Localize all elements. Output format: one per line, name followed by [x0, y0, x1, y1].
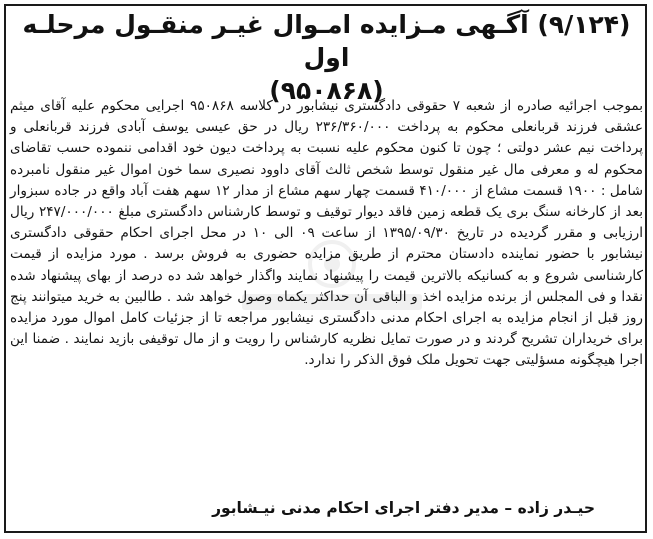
notice-body: بموجب اجرائیه صادره از شعبه ۷ حقوقی دادگستری نیشابور در کلاسه ۹۵۰۸۶۸ اجرایی محکوم علیه آقای میثم عشقی فرزند قربانعلی محکوم به پرداخت ۲۳۶/۳۶۰/۰۰۰ ریال در حق عیسی یوسف آبادی فرزند قربانعلی و پرداخت نیم عشر دولتی ؛ چون تا کنون محکوم علیه نسبت به پرداخت دیون خود اقدامی ننموده حسب تقاضای محکوم له و معرفی مال غیر منقول توسط شخص ثالث آقای داوود نصیری سما خون اموال غیر منقول نامبرده شامل : ۱۹۰۰ قسمت مشاع از ۴۱۰/۰۰۰ قسمت چهار سهم مشاع از مدار ۱۲ سهم هفت آباد واقع در جاده سبزوار بعد از کارخانه سنگ بری یک قطعه زمین فاقد دیوار توقیف و توسط کارشناس دادگستری مبلغ ۲۴۷/۰۰۰/۰۰۰ ریال ارزیابی و مقرر گردیده در تاریخ ۱۳۹۵/۰۹/۳۰ از ساعت ۰۹ الی ۱۰ در محل اجرای احکام حقوقی دادگستری نیشابور با حضور نماینده دادستان محترم از طریق مزایده حضوری به فروش برسد . مورد مزایده از قیمت کارشناسی شروع و به کسانیکه بالاترین قیمت را پیشنهاد نمایند واگذار خواهد شد ده درصد از بهای پیشنهاد شده نقدا و فی المجلس از برنده مزایده اخذ و الباقی آن حداکثر یکماه وصول خواهد شد . طالبین به خرید میتوانند پنج روز قبل از انجام مزایده به اجرای احکام مدنی دادگستری نیشابور مراجعه تا از جزئیات کامل اموال مورد مزایده برای خریداران تشریح گردند و در صورت تمایل نظریه کارشناس را رویت و از مال توقیفی بازید نمایند . ضمنا این اجرا هیچگونه مسؤلیتی جهت تحویل ملک فوق الذکر را ندارد. — [10, 98, 644, 369]
notice-title-block — [6, 8, 647, 107]
notice-code: (۹۵۰۸۶۸) — [269, 76, 384, 105]
notice-signature: حیـدر زاده – مدیر دفتر اجرای احکام مدنی نیـشابور — [212, 499, 595, 517]
notice-title: (۹/۱۲۴) آگـهی مـزایده امـوال غیـر منقـول مرحلـه اول — [22, 10, 631, 72]
